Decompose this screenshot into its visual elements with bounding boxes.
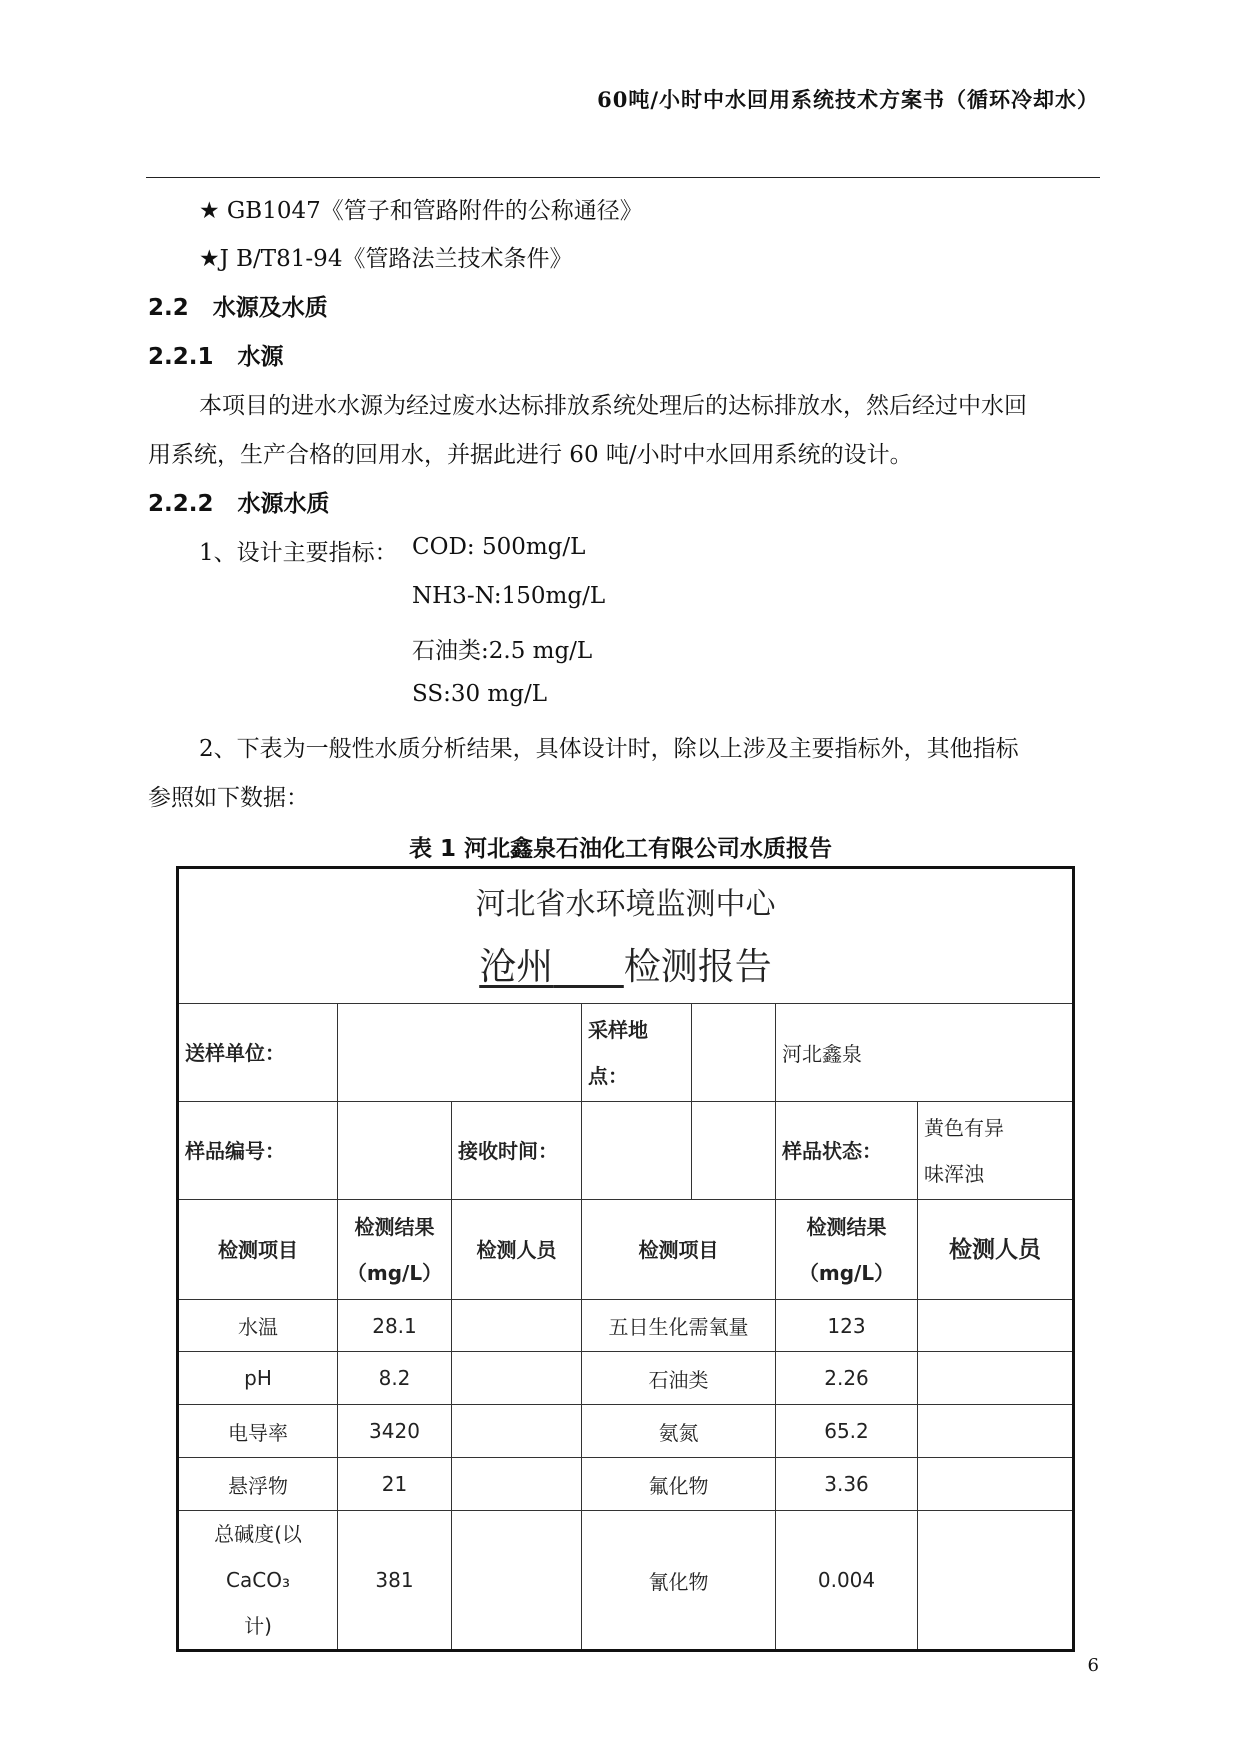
table-row: [178, 1300, 1074, 1352]
table-intro-line1: 2、下表为一般性水质分析结果，具体设计时，除以上涉及主要指标外，其他指标: [199, 736, 1019, 762]
item-result: 21: [338, 1458, 452, 1511]
item-result: 8.2: [338, 1352, 452, 1405]
report-title-cell: [178, 868, 1074, 1004]
item-name: 石油类: [582, 1352, 776, 1405]
standard-jbt81: ★J B/T81-94《管路法兰技术条件》: [199, 246, 573, 272]
sample-no-value: [338, 1102, 452, 1200]
receive-time-value: [582, 1102, 692, 1200]
table-row: [178, 1405, 1074, 1458]
table-row: [178, 1511, 1074, 1651]
sender-label: 送样单位：: [178, 1004, 338, 1102]
item-person: [918, 1405, 1074, 1458]
item-person: [452, 1405, 582, 1458]
sample-no-label: 样品编号：: [178, 1102, 338, 1200]
item-result: 0.004: [776, 1511, 918, 1651]
section-title: 水源水质: [237, 491, 330, 517]
item-person: [918, 1352, 1074, 1405]
item-result: 123: [776, 1300, 918, 1352]
indicator-oil: 石油类:2.5 mg/L: [412, 638, 593, 664]
item-name: 电导率: [178, 1405, 338, 1458]
col-header-person-left: 检测人员: [452, 1200, 582, 1300]
sampling-site-blank: [692, 1004, 776, 1102]
section-2-2-1-heading: [148, 338, 284, 371]
table-row: [178, 1352, 1074, 1405]
report-org: 河北省水环境监测中心: [475, 887, 776, 922]
indicator-ss: SS:30 mg/L: [412, 681, 547, 707]
report-subtitle: [179, 936, 1072, 998]
sample-state-value: 黄色有异 味浑浊: [918, 1102, 1074, 1200]
indicator-label: 1、设计主要指标：: [199, 540, 398, 566]
table-row: [178, 1458, 1074, 1511]
water-source-para-line2: 用系统，生产合格的回用水，并据此进行 60 吨/小时中水回用系统的设计。: [148, 442, 913, 468]
item-name: 氰化物: [582, 1511, 776, 1651]
item-person: [452, 1300, 582, 1352]
item-person: [452, 1458, 582, 1511]
section-number: 2.2.2: [148, 491, 214, 517]
sampling-site-label: 采样地 点：: [582, 1004, 692, 1102]
item-result: 28.1: [338, 1300, 452, 1352]
report-title: 检测报告: [623, 945, 772, 988]
water-source-para-line1: 本项目的进水水源为经过废水达标排放系统处理后的达标排放水，然后经过中水回: [199, 393, 1027, 419]
col-header-item-right: 检测项目: [582, 1200, 776, 1300]
table-caption: 表 1 河北鑫泉石油化工有限公司水质报告: [408, 836, 833, 862]
item-name: pH: [178, 1352, 338, 1405]
section-2-2-heading: [148, 289, 328, 322]
section-title: 水源及水质: [212, 295, 328, 321]
item-result: 381: [338, 1511, 452, 1651]
item-name: 氟化物: [582, 1458, 776, 1511]
item-name: 总碱度(以 CaCO₃ 计): [178, 1511, 338, 1651]
sender-value: [338, 1004, 582, 1102]
item-result: 2.26: [776, 1352, 918, 1405]
col-header-item-left: 检测项目: [178, 1200, 338, 1300]
item-name: 五日生化需氧量: [582, 1300, 776, 1352]
water-quality-report-table: [176, 866, 1075, 1652]
section-number: 2.2: [148, 295, 189, 321]
item-person: [452, 1511, 582, 1651]
item-person: [918, 1511, 1074, 1651]
section-number: 2.2.1: [148, 344, 214, 370]
col-header-result-left: 检测结果 （mg/L）: [338, 1200, 452, 1300]
header-title: 60吨/小时中水回用系统技术方案书（循环冷却水）: [597, 87, 1099, 112]
page-number: 6: [1087, 1655, 1099, 1676]
item-person: [918, 1300, 1074, 1352]
indicator-cod: COD: 500mg/L: [412, 534, 586, 560]
item-result: 65.2: [776, 1405, 918, 1458]
header-divider: [146, 177, 1100, 178]
item-name: 水温: [178, 1300, 338, 1352]
report-city: 沧州: [479, 945, 554, 988]
standard-gb1047: ★ GB1047《管子和管路附件的公称通径》: [199, 198, 643, 224]
item-name: 悬浮物: [178, 1458, 338, 1511]
section-title: 水源: [237, 344, 284, 370]
section-2-2-2-heading: [148, 485, 330, 518]
item-name: 氨氮: [582, 1405, 776, 1458]
item-person: [452, 1352, 582, 1405]
table-intro-line2: 参照如下数据：: [148, 785, 309, 811]
col-header-person-right: 检测人员: [918, 1200, 1074, 1300]
item-result: 3.36: [776, 1458, 918, 1511]
receive-time-label: 接收时间：: [452, 1102, 582, 1200]
item-person: [918, 1458, 1074, 1511]
sample-state-label: 样品状态：: [776, 1102, 918, 1200]
col-header-result-right: 检测结果 （mg/L）: [776, 1200, 918, 1300]
sampling-site-value: 河北鑫泉: [776, 1004, 1074, 1102]
indicator-nh3n: NH3-N:150mg/L: [412, 583, 606, 609]
receive-time-blank: [692, 1102, 776, 1200]
item-result: 3420: [338, 1405, 452, 1458]
